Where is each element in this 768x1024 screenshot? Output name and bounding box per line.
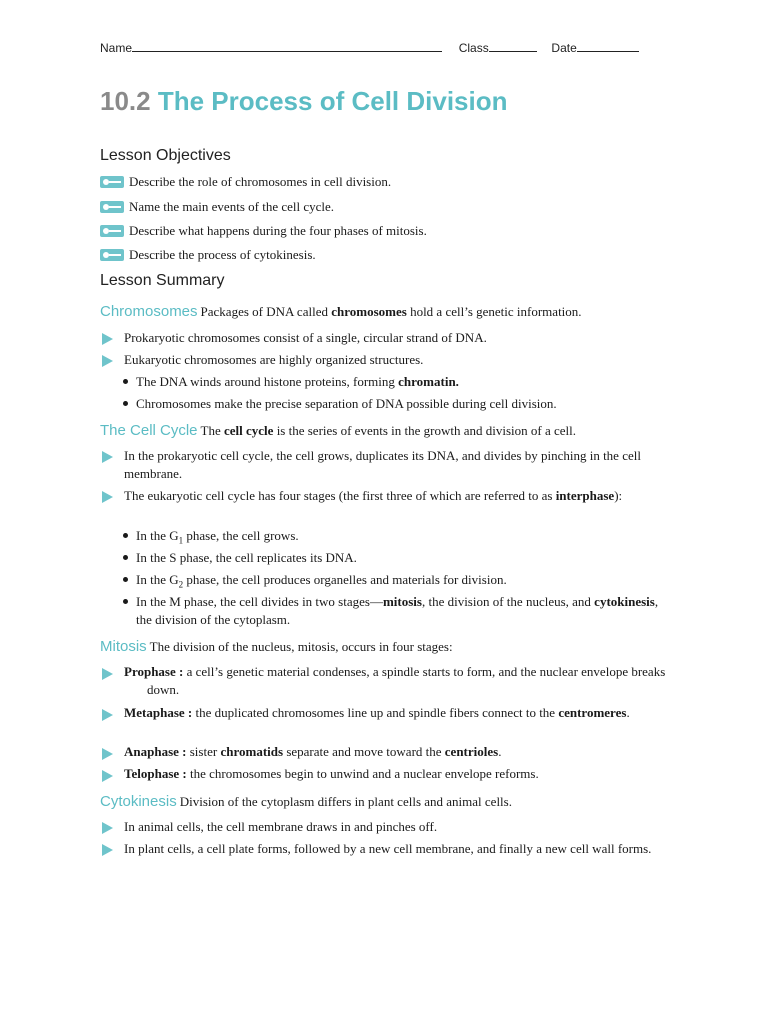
phase-label: Prophase : — [124, 664, 184, 679]
key-icon — [100, 176, 124, 188]
text: In the G — [136, 528, 179, 543]
intro-text: The division of the nucleus, mitosis, occurs in four stages: — [149, 639, 453, 654]
phase-label: Anaphase : — [124, 744, 187, 759]
cell-cycle-intro — [100, 422, 678, 439]
intro-text: Division of the cytoplasm differs in plant cells and animal cells. — [179, 794, 512, 809]
term: centromeres — [558, 705, 627, 720]
bullet-arrow-icon — [102, 770, 113, 782]
sub-list-item: In the S phase, the cell replicates its DNA. — [136, 550, 357, 565]
bullet-dot-icon — [123, 401, 128, 406]
sub-list-item — [136, 373, 668, 391]
sub-list-item — [136, 527, 668, 550]
list-item — [124, 704, 668, 722]
phase-label: Telophase : — [124, 766, 187, 781]
objective-item — [100, 174, 391, 190]
text: ): — [614, 488, 623, 503]
key-icon — [100, 249, 124, 261]
bullet-arrow-icon — [102, 333, 113, 345]
text: The eukaryotic cell cycle has four stages (the first three of which are referred to as — [124, 488, 556, 503]
text: the duplicated chromosomes line up and spindle fibers connect to the — [192, 705, 559, 720]
subscript: 1 — [178, 535, 184, 546]
key-icon — [100, 225, 124, 237]
text: a cell’s genetic material condenses, a spindle starts to form, and the nuclear envelope breaks down. — [147, 664, 666, 697]
text: phase, the cell produces organelles and materials for division. — [183, 572, 507, 587]
list-item: In the prokaryotic cell cycle, the cell grows, duplicates its DNA, and divides by pinching in the cell membrane. — [124, 448, 641, 481]
text: . — [498, 744, 502, 759]
text: The DNA winds around histone proteins, forming — [136, 374, 399, 389]
term: centrioles — [444, 744, 499, 759]
sub-list-item: Chromosomes make the precise separation of DNA possible during cell division. — [136, 396, 557, 411]
mitosis-intro — [100, 638, 678, 655]
bullet-arrow-icon — [102, 844, 113, 856]
text: , the division of the cytoplasm. — [136, 594, 659, 627]
term: interphase — [555, 488, 615, 503]
term: mitosis — [382, 594, 422, 609]
bullet-dot-icon — [123, 379, 128, 384]
subscript: 2 — [178, 579, 184, 590]
bullet-dot-icon — [123, 555, 128, 560]
key-icon — [100, 201, 124, 213]
term: chromatids — [220, 744, 284, 759]
sub-list-item — [136, 593, 668, 629]
page-title — [100, 86, 508, 117]
intro-text: Packages of DNA called — [200, 304, 332, 319]
section-title: The Process of Cell Division — [157, 86, 508, 116]
objectives-heading: Lesson Objectives — [100, 147, 231, 164]
objective-item — [100, 199, 334, 215]
text: , the division of the nucleus, and — [421, 594, 595, 609]
list-item — [124, 487, 668, 505]
mitosis-heading: Mitosis — [100, 638, 147, 655]
term: chromatin. — [398, 374, 459, 389]
bullet-dot-icon — [123, 599, 128, 604]
class-label: Class — [458, 41, 489, 55]
text: In the G — [136, 572, 179, 587]
list-item: Eukaryotic chromosomes are highly organized structures. — [124, 352, 424, 367]
chromosomes-intro — [100, 303, 678, 320]
list-item — [124, 743, 668, 761]
section-number: 10.2 — [100, 86, 151, 116]
bullet-arrow-icon — [102, 709, 113, 721]
objective-item — [100, 247, 316, 263]
cytokinesis-heading: Cytokinesis — [100, 793, 177, 810]
text: sister — [186, 744, 221, 759]
intro-text: is the series of events in the growth and division of a cell. — [273, 423, 576, 438]
list-item: Prokaryotic chromosomes consist of a single, circular strand of DNA. — [124, 330, 487, 345]
term: cell cycle — [224, 423, 274, 438]
bullet-arrow-icon — [102, 748, 113, 760]
bullet-dot-icon — [123, 577, 128, 582]
text: In the M phase, the cell divides in two stages— — [136, 594, 383, 609]
name-blank[interactable] — [132, 39, 442, 52]
bullet-arrow-icon — [102, 822, 113, 834]
cytokinesis-intro — [100, 793, 678, 810]
text: the chromosomes begin to unwind and a nuclear envelope reforms. — [186, 766, 539, 781]
bullet-arrow-icon — [102, 668, 113, 680]
intro-text: hold a cell’s genetic information. — [406, 304, 582, 319]
list-item: In plant cells, a cell plate forms, followed by a new cell membrane, and finally a new cell wall forms. — [124, 841, 652, 856]
objective-text: Describe the process of cytokinesis. — [129, 247, 316, 262]
list-item: In animal cells, the cell membrane draws in and pinches off. — [124, 819, 438, 834]
cell-cycle-heading: The Cell Cycle — [100, 422, 198, 439]
date-label: Date — [551, 41, 577, 55]
name-label: Name — [100, 41, 133, 55]
bullet-arrow-icon — [102, 451, 113, 463]
list-item — [124, 663, 668, 699]
term: chromosomes — [331, 304, 407, 319]
bullet-arrow-icon — [102, 355, 113, 367]
text: . — [626, 705, 630, 720]
class-blank[interactable] — [489, 39, 537, 52]
chromosomes-heading: Chromosomes — [100, 303, 198, 320]
summary-heading: Lesson Summary — [100, 272, 225, 289]
objective-text: Describe the role of chromosomes in cell division. — [129, 174, 392, 189]
list-item — [124, 765, 668, 783]
objective-text: Describe what happens during the four phases of mitosis. — [129, 223, 427, 238]
bullet-dot-icon — [123, 533, 128, 538]
objective-text: Name the main events of the cell cycle. — [129, 199, 335, 214]
objective-item — [100, 223, 427, 239]
term: cytokinesis — [594, 594, 655, 609]
intro-text: The — [200, 423, 224, 438]
text: phase, the cell grows. — [183, 528, 299, 543]
sub-list-item — [136, 571, 668, 594]
date-blank[interactable] — [577, 39, 639, 52]
bullet-arrow-icon — [102, 491, 113, 503]
text: separate and move toward the — [283, 744, 445, 759]
worksheet-header — [100, 39, 639, 55]
phase-label: Metaphase : — [124, 705, 193, 720]
